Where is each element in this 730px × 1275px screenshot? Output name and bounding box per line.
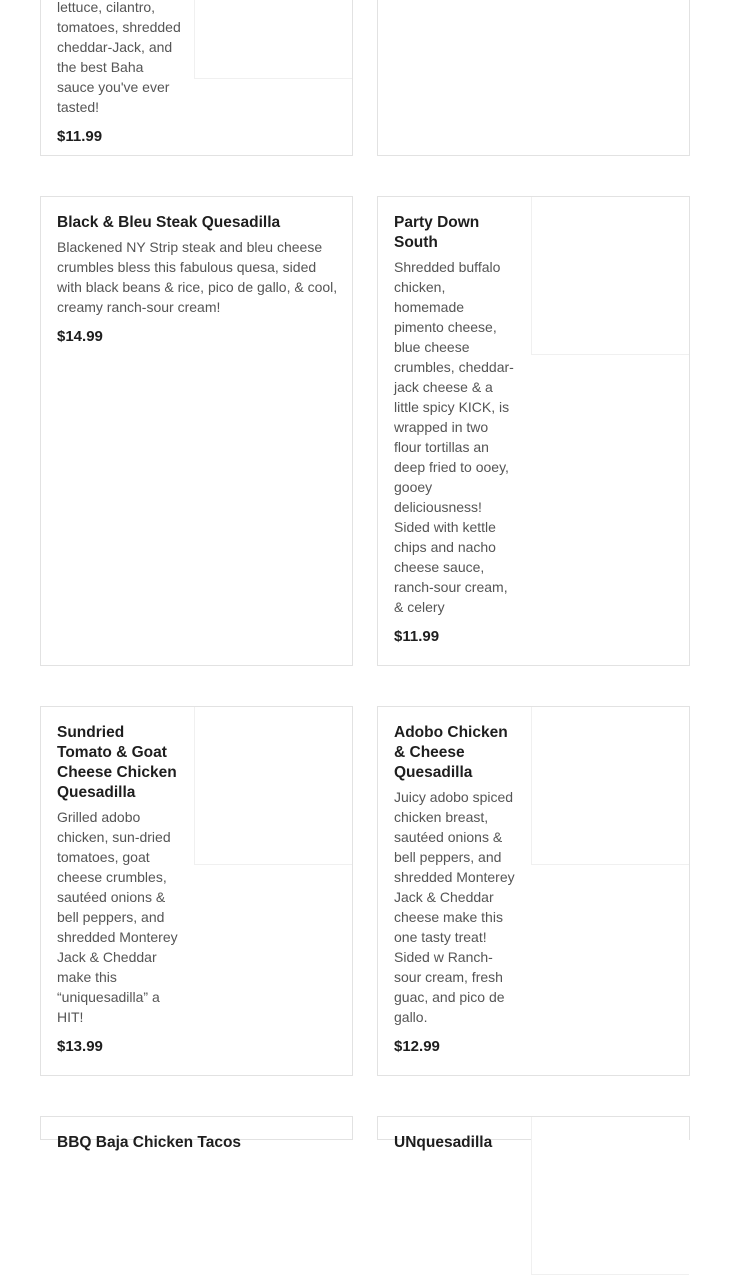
menu-item-image — [194, 707, 352, 865]
menu-item-title: Adobo Chicken & Cheese Quesadilla — [394, 724, 508, 781]
menu-item-title: Black & Bleu Steak Quesadilla — [57, 214, 281, 231]
menu-item-title: Party Down South — [394, 214, 480, 251]
menu-item-description: Juicy adobo spiced chicken breast, sautéed onions & bell peppers, and shredded Monterey Jack & Cheddar cheese make this one tasty treat! Sided w Ranch-sour cream, fresh guac, and pico de gallo. — [394, 789, 515, 1025]
menu-item-image — [531, 1117, 689, 1275]
menu-item-card[interactable] — [377, 1116, 690, 1151]
menu-item-image — [194, 0, 352, 79]
menu-item-price: $11.99 — [57, 128, 103, 145]
menu-item-image — [531, 707, 689, 865]
menu-item-price: $13.99 — [57, 1038, 103, 1055]
menu-item-card[interactable] — [40, 1116, 353, 1151]
menu-item-price: $14.99 — [57, 328, 103, 345]
menu-item-card[interactable] — [40, 706, 353, 1076]
menu-item-card[interactable] — [377, 0, 690, 156]
menu-item-title: BBQ Baja Chicken Tacos — [57, 1134, 242, 1151]
menu-item-card[interactable] — [377, 706, 690, 1076]
menu-item-description: Blackened NY Strip steak and bleu cheese crumbles bless this fabulous quesa, sided with black beans & rice, pico de gallo, & cool, creamy ranch-sour cream! — [57, 239, 338, 315]
menu-item-price: $12.99 — [394, 1038, 440, 1055]
menu-item-description: lettuce, cilantro, tomatoes, shredded cheddar-Jack, and the best Baha sauce you've ever tasted! — [57, 0, 181, 115]
menu-item-title: Sundried Tomato & Goat Cheese Chicken Quesadilla — [57, 724, 177, 801]
menu-item-title: UNquesadilla — [394, 1134, 493, 1151]
menu-item-image — [531, 197, 689, 355]
menu-item-card[interactable] — [40, 196, 353, 666]
menu-item-card[interactable] — [377, 196, 690, 666]
menu-item-description: Shredded buffalo chicken, homemade pimento cheese, blue cheese crumbles, cheddar-jack cheese & a little spicy KICK, is wrapped in two flour tortillas an deep fried to ooey, gooey deliciousness! Sided with kettle chips and nacho cheese sauce, ranch-sour cream, & celery — [394, 259, 514, 615]
menu-item-card[interactable] — [40, 0, 353, 156]
menu-item-description: Grilled adobo chicken, sun-dried tomatoes, goat cheese crumbles, sautéed onions & bell peppers, and shredded Monterey Jack & Cheddar make this “uniquesadilla” a HIT! — [57, 809, 178, 1025]
menu-item-price: $11.99 — [394, 628, 440, 645]
